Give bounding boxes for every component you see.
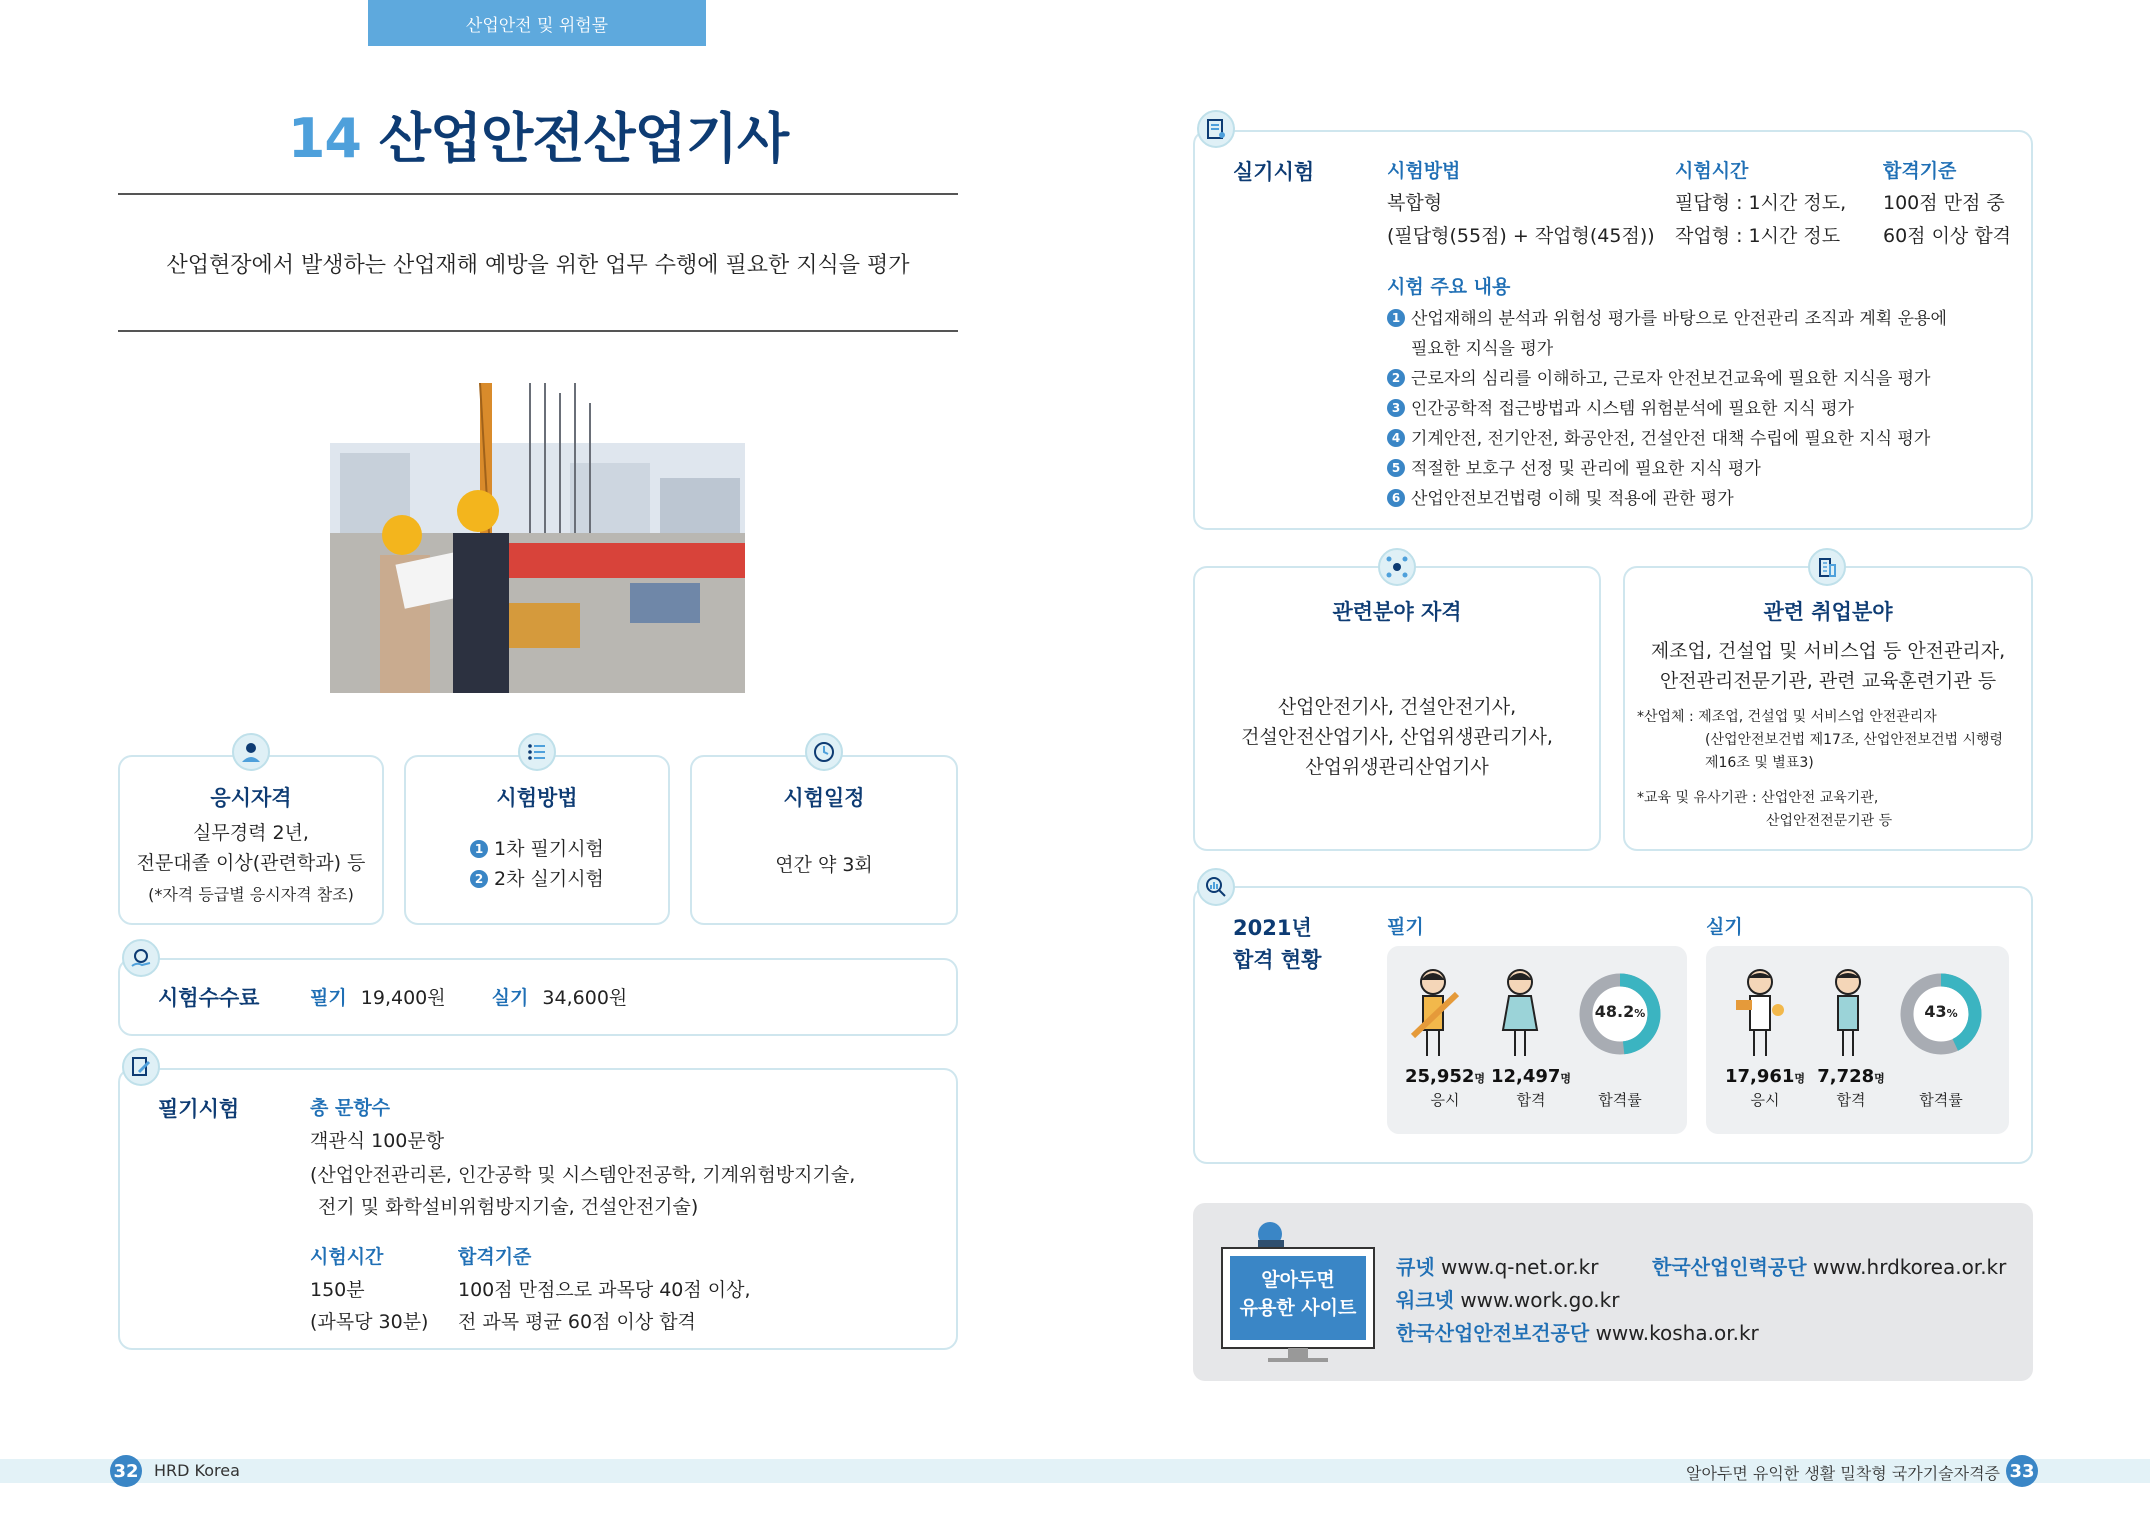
practical-time-line1: 필답형 : 1시간 정도, [1675, 192, 1847, 214]
site-hrdkorea[interactable] [1652, 1251, 2006, 1280]
chart-icon [1197, 868, 1235, 906]
fee-title: 시험수수료 [158, 986, 260, 1010]
footer-right-page-number [2006, 1455, 2038, 1487]
practical-content-label: 시험 주요 내용 [1387, 276, 1511, 298]
schedule-title: 시험일정 [783, 786, 865, 810]
method-title: 시험방법 [496, 786, 578, 810]
practical-content-item-6: 6 산업안전보건법령 이해 및 적용에 관한 평가 [1387, 484, 1734, 509]
related-qual-title: 관련분야 자격 [1332, 600, 1462, 624]
practical-content-item-4-label: 기계안전, 전기안전, 화공안전, 건설안전 대책 수립에 필요한 지식 평가 [1411, 429, 1931, 449]
practical-rate-percent: % [1946, 1007, 1958, 1020]
practical-rate-donut [1898, 971, 1984, 1057]
pass-status-title-2: 합격 현황 [1233, 948, 1322, 972]
title-divider-bottom [118, 330, 958, 332]
practical-content-item-1: 1 산업재해의 분석과 위험성 평가를 바탕으로 안전관리 조직과 계획 운용에 [1387, 304, 1947, 329]
practical-passed-unit: 명 [1874, 1072, 1885, 1085]
written-time-line2: (과목당 30분) [310, 1311, 429, 1333]
building-icon [1808, 548, 1846, 586]
clock-icon [805, 733, 843, 771]
practical-rate-value: 43 [1924, 1002, 1947, 1021]
checklist-icon [518, 733, 556, 771]
page-title [118, 96, 958, 173]
practical-time-line2: 작업형 : 1시간 정도 [1675, 225, 1841, 247]
footer-left-page-number [110, 1455, 142, 1487]
written-passed-label: 합격 [1516, 1091, 1546, 1109]
qualification-line1: 실무경력 2년, [193, 822, 309, 844]
method-item-1: 1 1차 필기시험 [470, 834, 604, 861]
practical-stats-label: 실기 [1706, 916, 1743, 938]
written-pass-line1: 100점 만점으로 과목당 40점 이상, [458, 1279, 751, 1301]
person-icon [232, 733, 270, 771]
network-icon [1378, 548, 1416, 586]
related-job-note2-b: 산업안전전문기관 등 [1766, 813, 1893, 829]
qualification-title: 응시자격 [210, 786, 292, 810]
related-job-note1-b: (산업안전보건법 제17조, 산업안전보건법 시행령 [1705, 732, 2004, 748]
site-qnet[interactable] [1396, 1251, 1598, 1280]
written-count-label: 총 문항수 [310, 1097, 391, 1119]
site-kosha-label: 한국산업안전보건공단 [1396, 1321, 1590, 1345]
related-job-line1: 제조업, 건설업 및 서비스업 등 안전관리자, [1650, 640, 2006, 662]
related-job-note1-c: 제16조 및 별표3) [1705, 755, 1814, 771]
practical-content-item-2-label: 근로자의 심리를 이해하고, 근로자 안전보건교육에 필요한 지식을 평가 [1411, 369, 1931, 389]
fee-written-label: 필기 [310, 987, 347, 1009]
schedule-card [690, 755, 958, 925]
written-rate-value: 48.2 [1594, 1002, 1635, 1021]
practical-rate-text [1898, 1002, 1984, 1021]
practical-passed-value: 7,728 [1817, 1066, 1875, 1087]
coin-icon [122, 939, 160, 977]
site-worknet[interactable] [1396, 1284, 1619, 1313]
written-applicants-label: 응시 [1430, 1091, 1460, 1109]
written-passed-unit: 명 [1560, 1072, 1572, 1085]
practical-content-item-6-label: 산업안전보건법령 이해 및 적용에 관한 평가 [1411, 489, 1734, 509]
subtitle: 산업현장에서 발생하는 산업재해 예방을 위한 업무 수행에 필요한 지식을 평가 [166, 253, 910, 278]
written-rate-donut [1577, 971, 1663, 1057]
male-passed-figure [1823, 966, 1873, 1065]
site-qnet-url[interactable]: www.q-net.or.kr [1441, 1255, 1599, 1279]
practical-applicants [1720, 1066, 1810, 1087]
footer-right-page-number-text: 33 [2009, 1460, 2035, 1482]
site-worknet-label: 워크넷 [1396, 1288, 1454, 1312]
related-job-note1-a: *산업체 : 제조업, 건설업 및 서비스업 안전관리자 [1637, 709, 1937, 725]
practical-passed-label: 합격 [1836, 1091, 1866, 1109]
written-passed [1488, 1066, 1574, 1087]
qualification-line2: 전문대졸 이상(관련학과) 등 [136, 852, 366, 874]
schedule-text: 연간 약 3회 [775, 854, 873, 876]
practical-content-item-1-label: 산업재해의 분석과 위험성 평가를 바탕으로 안전관리 조직과 계획 운용에 [1411, 309, 1947, 329]
fee-practical-label: 실기 [491, 987, 529, 1009]
written-pass-line2: 전 과목 평균 60점 이상 합격 [458, 1311, 696, 1333]
written-rate-label: 합격률 [1598, 1091, 1642, 1109]
footer-left-text: HRD Korea [154, 1461, 240, 1480]
practical-content-item-2: 2 근로자의 심리를 이해하고, 근로자 안전보건교육에 필요한 지식을 평가 [1387, 364, 1930, 389]
title-number: 14 [287, 107, 362, 170]
practical-content-item-1-cont: 필요한 지식을 평가 [1411, 339, 1554, 359]
written-count-value: 객관식 100문항 [310, 1130, 445, 1152]
site-qnet-label: 큐넷 [1396, 1255, 1435, 1279]
section-tab [368, 0, 706, 46]
practical-pass-line1: 100점 만점 중 [1883, 192, 2005, 214]
practical-passed [1808, 1066, 1894, 1087]
practical-title: 실기시험 [1233, 160, 1315, 184]
document-icon [1197, 110, 1235, 148]
written-passed-value: 12,497 [1490, 1066, 1561, 1087]
written-subjects-line2: 전기 및 화학설비위험방지기술, 건설안전기술) [318, 1196, 699, 1218]
footer-right-text: 알아두면 유익한 생활 밀착형 국가기술자격증 [1685, 1464, 2000, 1483]
written-applicants-value: 25,952 [1404, 1066, 1475, 1087]
practical-pass-line2: 60점 이상 합격 [1883, 225, 2012, 247]
site-kosha[interactable] [1396, 1317, 1759, 1346]
pencil-doc-icon [122, 1048, 160, 1086]
written-applicants-unit: 명 [1474, 1072, 1486, 1085]
practical-method-line2: (필답형(55점) + 작업형(45점)) [1387, 225, 1655, 247]
practical-content-item-3: 3 인간공학적 접근방법과 시스템 위험분석에 필요한 지식 평가 [1387, 394, 1854, 419]
title-divider-top [118, 193, 958, 195]
practical-content-item-3-label: 인간공학적 접근방법과 시스템 위험분석에 필요한 지식 평가 [1411, 399, 1854, 419]
written-time-label: 시험시간 [310, 1246, 384, 1268]
section-tab-label: 산업안전 및 위험물 [465, 15, 609, 36]
written-pass-label: 합격기준 [458, 1246, 532, 1268]
written-rate-text [1577, 1002, 1663, 1021]
method-item-2: 2 2차 실기시험 [470, 864, 604, 891]
related-job-line2: 안전관리전문기관, 관련 교육훈련기관 등 [1659, 670, 1997, 692]
written-subjects-line1: (산업안전관리론, 인간공학 및 시스템안전공학, 기계위험방지기술, [310, 1164, 856, 1186]
site-worknet-url[interactable]: www.work.go.kr [1460, 1288, 1620, 1312]
male-worker-figure [1732, 966, 1792, 1065]
practical-time-label: 시험시간 [1675, 160, 1749, 182]
site-hrdkorea-label: 한국산업인력공단 [1652, 1255, 1807, 1279]
practical-method-label: 시험방법 [1387, 160, 1461, 182]
practical-content-item-4: 4 기계안전, 전기안전, 화공안전, 건설안전 대책 수립에 필요한 지식 평가 [1387, 424, 1930, 449]
qualification-note: (*자격 등급별 응시자격 참조) [148, 885, 354, 904]
practical-applicants-unit: 명 [1794, 1072, 1806, 1085]
written-rate-percent: % [1634, 1007, 1646, 1020]
footer-left-page-number-text: 32 [113, 1460, 139, 1482]
practical-method-line1: 복합형 [1387, 192, 1443, 214]
practical-content-item-5: 5 적절한 보호구 선정 및 관리에 필요한 지식 평가 [1387, 454, 1761, 479]
method-item-1-label: 1차 필기시험 [494, 838, 604, 860]
site-hrdkorea-url[interactable]: www.hrdkorea.or.kr [1812, 1255, 2007, 1279]
method-item-2-label: 2차 실기시험 [494, 868, 604, 890]
practical-pass-label: 합격기준 [1883, 160, 1957, 182]
written-stats-label: 필기 [1387, 916, 1424, 938]
related-job-note2-a: *교육 및 유사기관 : 산업안전 교육기관, [1637, 790, 1879, 806]
written-applicants [1400, 1066, 1490, 1087]
pass-status-title-1: 2021년 [1233, 916, 1312, 940]
female-passed-figure [1495, 966, 1545, 1065]
useful-sites-badge-line2: 유용한 사이트 [1239, 1297, 1357, 1319]
site-kosha-url[interactable]: www.kosha.or.kr [1595, 1321, 1759, 1345]
practical-applicants-value: 17,961 [1724, 1066, 1795, 1087]
construction-photo [330, 383, 745, 693]
useful-sites-badge [1230, 1266, 1366, 1322]
female-worker-figure [1405, 966, 1465, 1065]
related-qual-line1: 산업안전기사, 건설안전기사, [1277, 696, 1517, 718]
related-qual-line2: 건설안전산업기사, 산업위생관리기사, [1241, 726, 1553, 748]
fee-practical-value: 34,600원 [542, 987, 628, 1009]
related-qual-line3: 산업위생관리산업기사 [1305, 756, 1489, 778]
related-job-title: 관련 취업분야 [1763, 600, 1893, 624]
practical-applicants-label: 응시 [1750, 1091, 1780, 1109]
written-exam-title: 필기시험 [158, 1097, 240, 1121]
fee-values [310, 983, 627, 1010]
useful-sites-badge-line1: 알아두면 [1261, 1269, 1335, 1291]
written-time-line1: 150분 [310, 1279, 365, 1301]
practical-rate-label: 합격률 [1919, 1091, 1963, 1109]
title-text: 산업안전산업기사 [378, 107, 789, 170]
fee-written-value: 19,400원 [360, 987, 446, 1009]
practical-content-item-5-label: 적절한 보호구 선정 및 관리에 필요한 지식 평가 [1411, 459, 1761, 479]
